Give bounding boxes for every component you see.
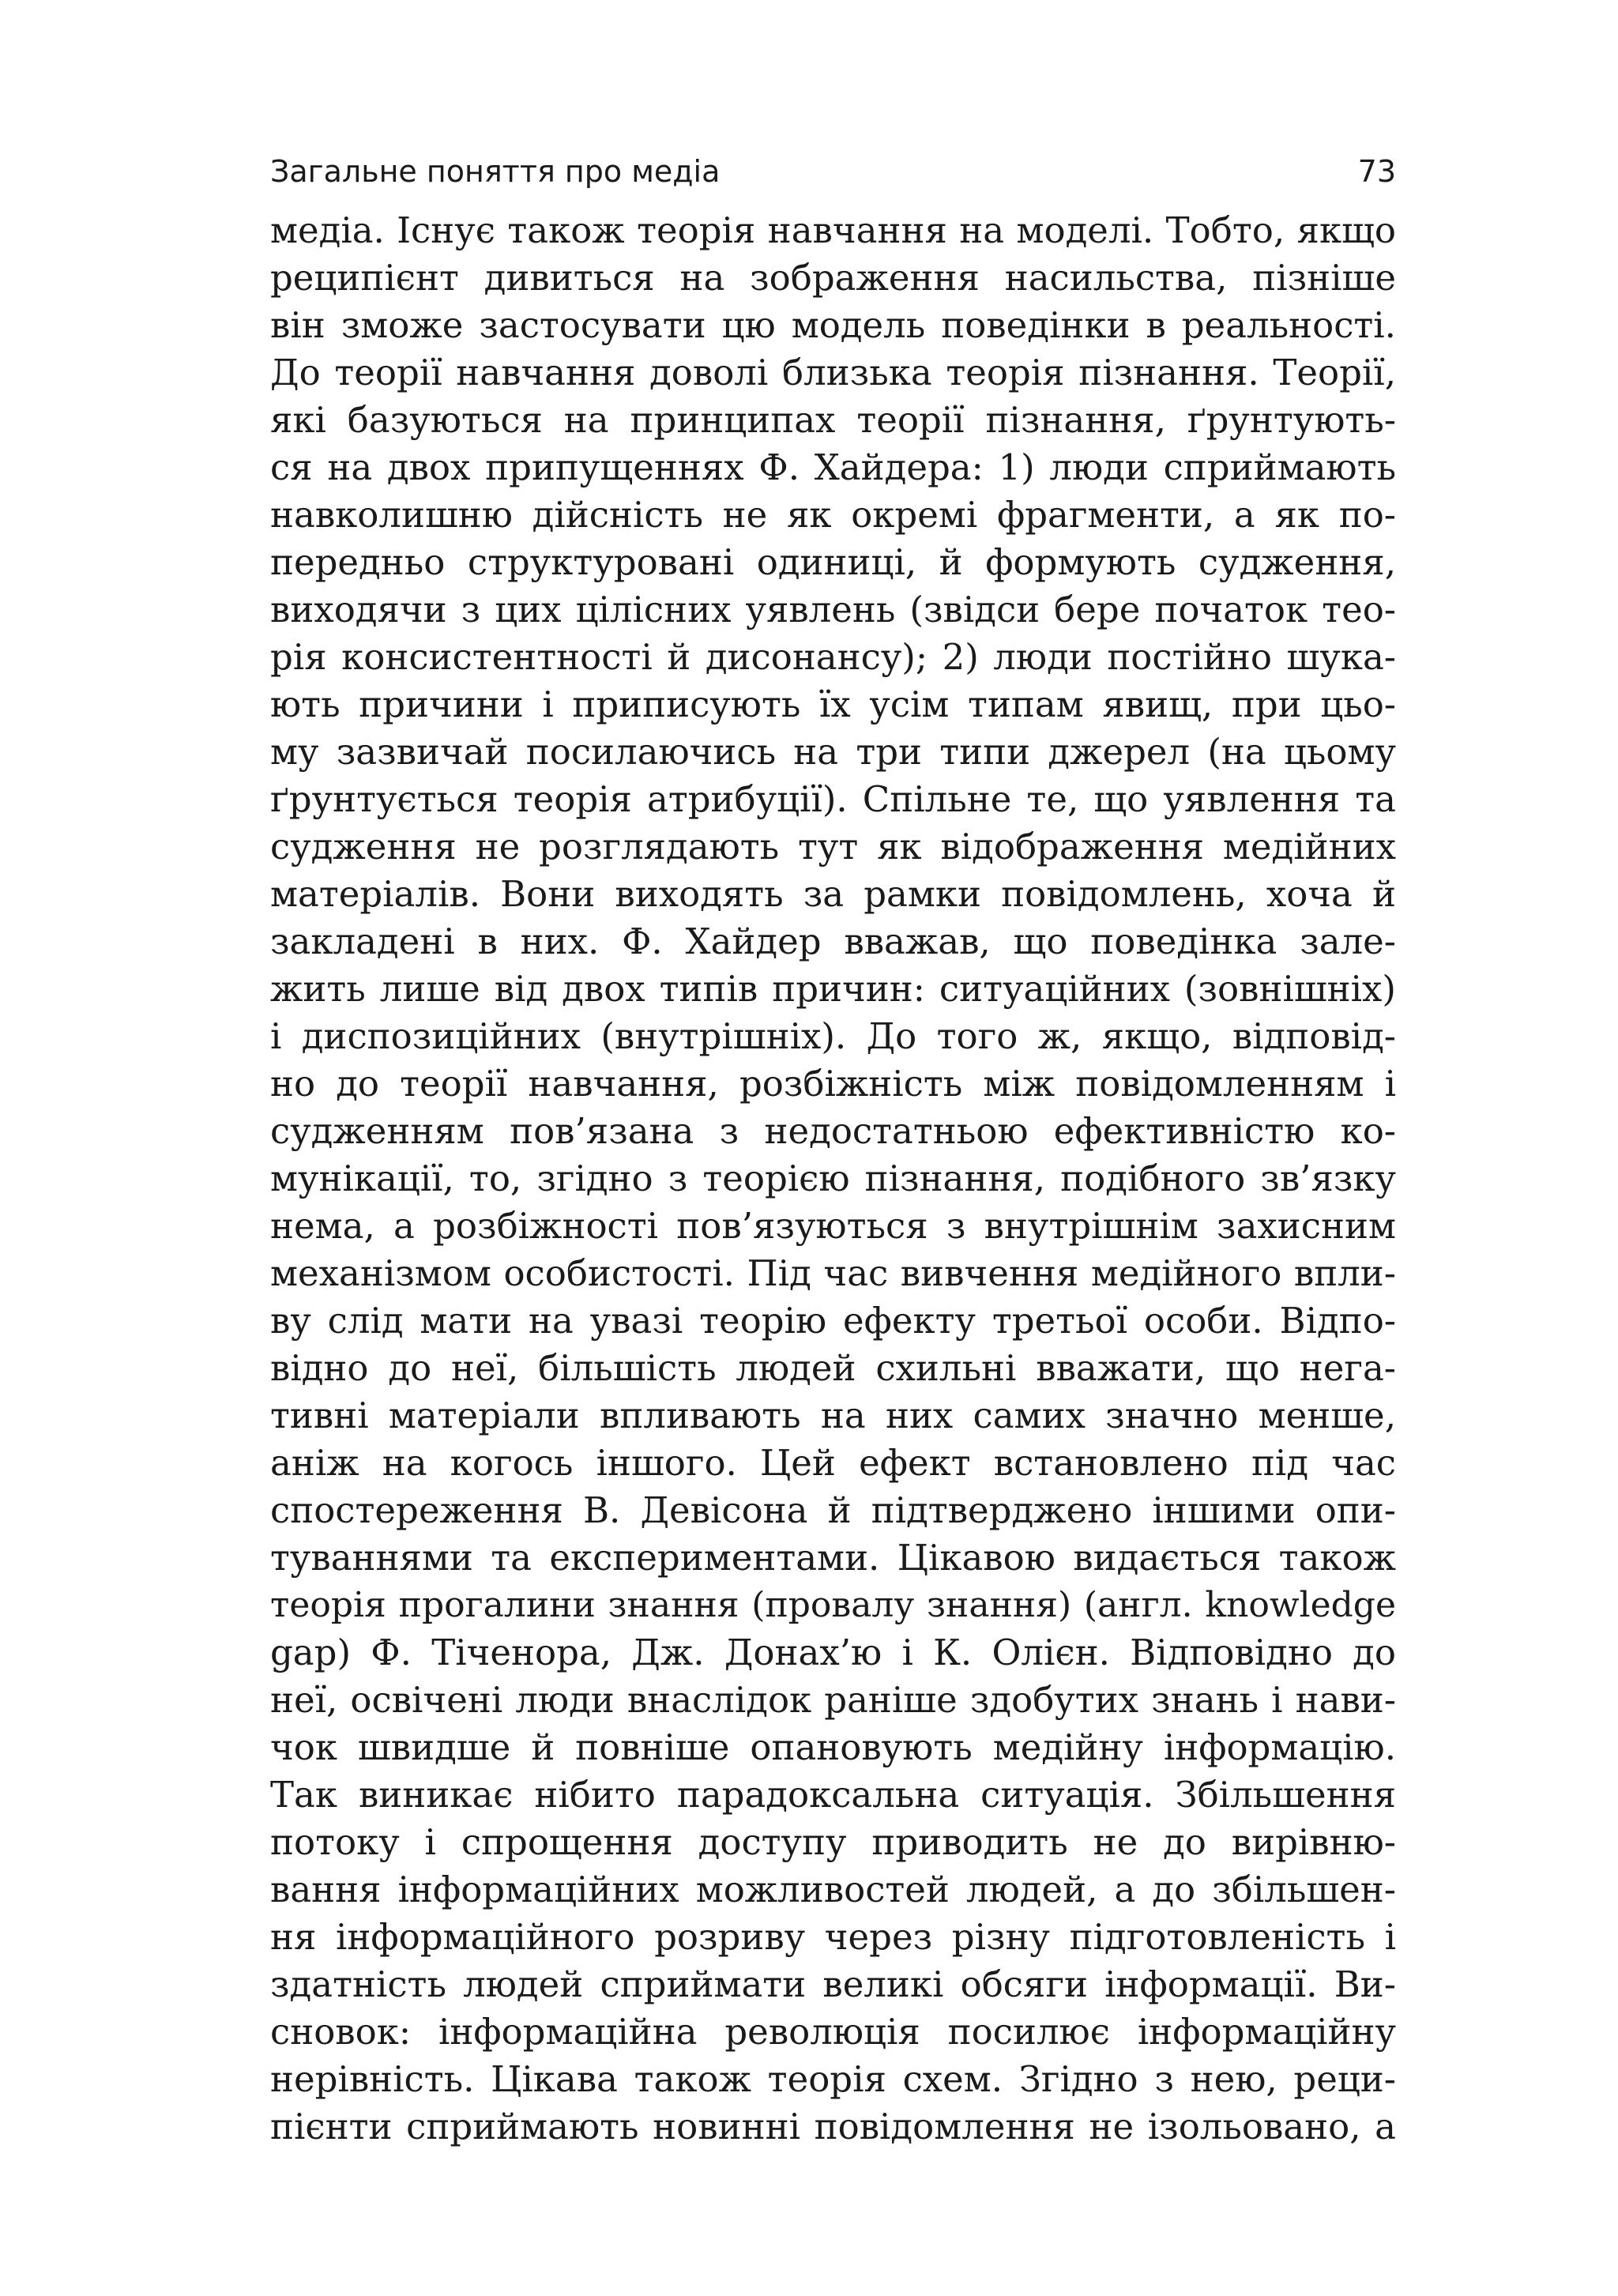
body-text — [270, 207, 1396, 2151]
text-line: виходячи з цих цілісних уявлень (звідси бере початок тео- — [270, 589, 1396, 630]
text-line: мунікації, то, згідно з теорією пізнання, подібного зв’язку — [270, 1157, 1396, 1199]
text-line: но до теорії навчання, розбіжність між повідомленням і — [270, 1063, 1396, 1105]
text-line: ву слід мати на увазі теорію ефекту третьої особи. Відпо- — [270, 1300, 1396, 1342]
running-head-title: Загальне поняття про медіа — [270, 154, 721, 189]
text-line: нема, а розбіжності пов’язуються з внутрішнім захисним — [270, 1205, 1396, 1247]
text-line: До теорії навчання доволі близька теорія пізнання. Теорії, — [270, 352, 1396, 393]
text-line: теорія прогалини знання (провалу знання) (англ. knowledge — [270, 1585, 1396, 1625]
text-line: спостереження В. Девісона й підтверджено іншими опи- — [270, 1489, 1396, 1531]
text-line: ґрунтується теорія атрибуції). Спільне те, що уявлення та — [270, 778, 1396, 820]
text-line: судженням пов’язана з недостатньою ефективністю ко- — [270, 1110, 1396, 1152]
text-line: му зазвичай посилаючись на три типи джерел (на цьому — [270, 731, 1396, 773]
text-line: матеріалів. Вони виходять за рамки повідомлень, хоча й — [270, 873, 1396, 915]
text-line: туваннями та експериментами. Цікавою видається також — [270, 1537, 1396, 1579]
page-number: 73 — [1357, 154, 1396, 189]
text-line: Так виникає нібито парадоксальна ситуація. Збільшення — [270, 1774, 1396, 1816]
text-line: медіа. Існує також теорія навчання на моделі. Тобто, якщо — [270, 209, 1396, 251]
text-line: тивні матеріали впливають на них самих значно менше, — [270, 1395, 1396, 1436]
text-line: потоку і спрощення доступу приводить не до вирівню- — [270, 1821, 1396, 1863]
text-line: ня інформаційного розриву через різну підготовленість і — [270, 1916, 1396, 1958]
text-line: неї, освічені люди внаслідок раніше здобутих знань і нави- — [270, 1679, 1396, 1721]
text-line: механізмом особистості. Під час вивчення медійного впли- — [270, 1252, 1396, 1294]
text-line: ся на двох припущеннях Ф. Хайдера: 1) люди сприймають — [270, 446, 1396, 488]
text-line: відно до неї, більшість людей схильні вважати, що нега- — [270, 1347, 1396, 1389]
text-line: gap) Ф. Тіченора, Дж. Донах’ю і К. Олієн. Відповідно до — [270, 1632, 1396, 1673]
text-line: здатність людей сприймати великі обсяги інформації. Ви- — [270, 1963, 1396, 2005]
text-line: навколишню дійсність не як окремі фрагменти, а як по- — [270, 494, 1396, 536]
text-line: жить лише від двох типів причин: ситуаційних (зовнішніх) — [270, 968, 1396, 1010]
text-line: аніж на когось іншого. Цей ефект встановлено під час — [270, 1442, 1396, 1484]
text-line: які базуються на принципах теорії пізнання, ґрунтують- — [270, 399, 1396, 441]
running-head — [270, 149, 1396, 194]
text-line: сновок: інформаційна революція посилює інформаційну — [270, 2011, 1396, 2053]
text-line: чок швидше й повніше опановують медійну інформацію. — [270, 1726, 1396, 1768]
text-line: вання інформаційних можливостей людей, а до збільшен- — [270, 1869, 1396, 1910]
text-line: ють причини і приписують їх усім типам явищ, при цьо- — [270, 683, 1396, 725]
text-line: передньо структуровані одиниці, й формують судження, — [270, 541, 1396, 583]
text-line: закладені в них. Ф. Хайдер вважав, що поведінка зале- — [270, 920, 1396, 962]
text-line: нерівність. Цікава також теорія схем. Згідно з нею, реци- — [270, 2058, 1396, 2100]
text-line: пієнти сприймають новинні повідомлення не ізольовано, а — [270, 2106, 1396, 2147]
text-line: рія консистентності й дисонансу); 2) люди постійно шука- — [270, 636, 1396, 678]
text-line: він зможе застосувати цю модель поведінки в реальності. — [270, 304, 1396, 346]
text-line: судження не розглядають тут як відображення медійних — [270, 826, 1396, 868]
text-line: і диспозиційних (внутрішніх). До того ж, якщо, відповід- — [270, 1015, 1396, 1057]
text-line: реципієнт дивиться на зображення насильства, пізніше — [270, 257, 1396, 299]
